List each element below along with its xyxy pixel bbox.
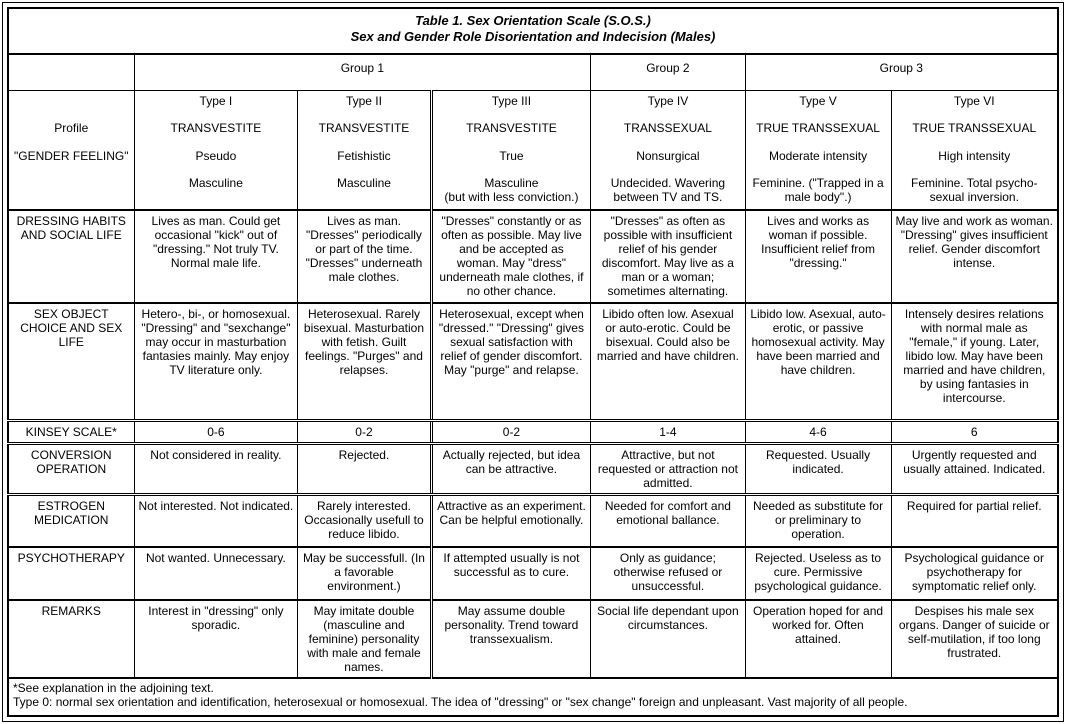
type-1-number: Type I <box>199 93 233 108</box>
dressing-type-5: Lives and works as woman if possible. Insufficient relief from "dressing." <box>745 210 891 303</box>
type-1-feeling-line-1: Masculine <box>188 175 243 190</box>
type-5-number: Type V <box>799 93 837 108</box>
conversion-operation-row <box>8 443 1058 494</box>
group-1-header: Group 1 <box>134 54 591 90</box>
psychotherapy-row <box>8 547 1058 600</box>
conversion-type-3: Actually rejected, but idea can be attractive. <box>431 443 591 494</box>
row-label-kinsey-scale: KINSEY SCALE* <box>8 420 134 443</box>
estrogen-type-1: Not interested. Not indicated. <box>134 494 298 547</box>
dressing-type-1: Lives as man. Could get occasional "kick" out of "dressing." Not truly TV. Normal male life. <box>134 210 298 303</box>
profile-cell-type-3 <box>431 90 591 210</box>
dressing-type-3: "Dresses" constantly or as often as possible. May live and be accepted as woman. May "dress" underneath male clothes, if no other chance. <box>431 210 591 303</box>
dressing-type-2: Lives as man. "Dresses" periodically or part of the time. "Dresses" underneath male clothes. <box>298 210 431 303</box>
footnote-asterisk: *See explanation in the adjoining text. <box>13 681 214 696</box>
type-2-feeling <box>302 176 425 206</box>
kinsey-type-4: 1-4 <box>591 420 745 443</box>
kinsey-type-1: 0-6 <box>134 420 298 443</box>
type-1-name: TRANSVESTITE <box>170 121 262 136</box>
profile-cell-type-4 <box>591 90 745 210</box>
sexobj-type-6: Intensely desires relations with normal male as "female," if young. Later, libido low. May have been married and have children, by using fantasies in intercourse. <box>891 303 1058 420</box>
psych-type-4: Only as guidance; otherwise refused or unsuccessful. <box>591 547 745 600</box>
sex-orientation-scale-table <box>7 7 1059 717</box>
row-label-conversion: CONVERSION OPERATION <box>8 443 134 494</box>
profile-cell-type-1 <box>134 90 298 210</box>
remarks-type-3: May assume double personality. Trend toward transsexualism. <box>431 600 591 678</box>
footnote-cell <box>8 678 1058 716</box>
psych-type-6: Psychological guidance or psychotherapy for symptomatic relief only. <box>891 547 1058 600</box>
kinsey-scale-row <box>8 420 1058 443</box>
spacer <box>13 94 130 108</box>
dressing-type-4: "Dresses" as often as possible with insufficient relief of his gender discomfort. May live as a man or a woman; sometimes alternating. <box>591 210 745 303</box>
estrogen-medication-row <box>8 494 1058 547</box>
table-title-line-2: Sex and Gender Role Disorientation and Indecision (Males) <box>350 29 716 44</box>
conversion-type-4: Attractive, but not requested or attraction not admitted. <box>591 443 745 494</box>
estrogen-type-6: Required for partial relief. <box>891 494 1058 547</box>
sexobj-type-2: Heterosexual. Rarely bisexual. Masturbation with fetish. Guilt feelings. "Purges" and relapses. <box>298 303 431 420</box>
type-4-feeling-line-1: Undecided. Wavering between TV and TS. <box>610 175 726 204</box>
row-label-psychotherapy: PSYCHOTHERAPY <box>8 547 134 600</box>
profile-wrap-type-3 <box>437 94 587 206</box>
corner-cell <box>8 54 134 90</box>
type-5-name: TRUE TRANSSEXUAL <box>756 121 880 136</box>
conversion-type-6: Urgently requested and usually attained. Indicated. <box>891 443 1058 494</box>
type-3-feeling-line-1: Masculine <box>484 175 539 190</box>
title-row <box>8 8 1058 54</box>
type-5-subtype: Moderate intensity <box>769 148 868 163</box>
type-2-subtype: Fetishistic <box>337 148 391 163</box>
kinsey-type-3: 0-2 <box>431 420 591 443</box>
type-6-feeling <box>896 176 1053 206</box>
footnote-row <box>8 678 1058 716</box>
dressing-habits-row <box>8 210 1058 303</box>
profile-wrap-type-4 <box>595 94 740 206</box>
row-label-dressing-habits: DRESSING HABITS AND SOCIAL LIFE <box>8 210 134 303</box>
profile-cell-type-5 <box>745 90 891 210</box>
profile-wrap-type-6 <box>896 94 1053 206</box>
type-1-feeling <box>139 176 294 206</box>
conversion-type-1: Not considered in reality. <box>134 443 298 494</box>
profile-cell-type-6 <box>891 90 1058 210</box>
profile-cell-type-2 <box>298 90 431 210</box>
type-3-feeling <box>437 176 587 206</box>
footnote-type-0: Type 0: normal sex orientation and identification, heterosexual or homosexual. The idea of "dressing" or "sex change" foreign and unpleasant. Vast majority of all people. <box>13 695 908 710</box>
conversion-type-2: Rejected. <box>298 443 431 494</box>
estrogen-type-3: Attractive as an experiment. Can be helpful emotionally. <box>431 494 591 547</box>
type-6-feeling-line-1: Feminine. Total psycho-sexual inversion. <box>911 175 1038 204</box>
profile-label-line-1: Profile <box>54 121 89 136</box>
type-4-feeling <box>595 176 740 206</box>
estrogen-type-4: Needed for comfort and emotional ballance. <box>591 494 745 547</box>
row-label-profile <box>8 90 134 210</box>
profile-wrap-type-1 <box>139 94 294 206</box>
psych-type-1: Not wanted. Unnecessary. <box>134 547 298 600</box>
kinsey-type-5: 4-6 <box>745 420 891 443</box>
group-header-row <box>8 54 1058 90</box>
type-4-subtype: Nonsurgical <box>636 148 700 163</box>
group-3-header: Group 3 <box>745 54 1058 90</box>
spacer <box>13 176 130 206</box>
type-1-subtype: Pseudo <box>195 148 237 163</box>
type-2-feeling-line-1: Masculine <box>336 175 391 190</box>
remarks-type-1: Interest in "dressing" only sporadic. <box>134 600 298 678</box>
estrogen-type-2: Rarely interested. Occasionally usefull to reduce libido. <box>298 494 431 547</box>
sex-object-row <box>8 303 1058 420</box>
row-label-sex-object: SEX OBJECT CHOICE AND SEX LIFE <box>8 303 134 420</box>
row-label-remarks: REMARKS <box>8 600 134 678</box>
sexobj-type-5: Libido low. Asexual, auto-erotic, or passive homosexual activity. May have been married and have children. <box>745 303 891 420</box>
type-3-subtype: True <box>499 148 524 163</box>
kinsey-type-6: 6 <box>891 420 1058 443</box>
table-title-line-1: Table 1. Sex Orientation Scale (S.O.S.) <box>415 13 651 28</box>
title-cell <box>8 8 1058 54</box>
psych-type-5: Rejected. Useless as to cure. Permissive psychological guidance. <box>745 547 891 600</box>
type-6-number: Type VI <box>953 93 995 108</box>
profile-wrap-type-2 <box>302 94 425 206</box>
profile-wrap-type-5 <box>750 94 887 206</box>
type-5-feeling-line-1: Feminine. ("Trapped in a male body".) <box>752 175 884 204</box>
remarks-type-5: Operation hoped for and worked for. Often attained. <box>745 600 891 678</box>
outer-frame <box>2 2 1064 722</box>
row-label-estrogen: ESTROGEN MEDICATION <box>8 494 134 547</box>
type-6-subtype: High intensity <box>938 148 1011 163</box>
type-3-feeling-line-2: (but with less conviction.) <box>444 189 579 204</box>
psych-type-3: If attempted usually is not successful as to cure. <box>431 547 591 600</box>
type-3-number: Type III <box>491 93 532 108</box>
type-5-feeling <box>750 176 887 206</box>
sexobj-type-1: Hetero-, bi-, or homosexual. "Dressing" and "sexchange" may occur in masturbation fantasies mainly. May enjoy TV literature only. <box>134 303 298 420</box>
sexobj-type-4: Libido often low. Asexual or auto-erotic. Could be bisexual. Could also be married and have children. <box>591 303 745 420</box>
kinsey-type-2: 0-2 <box>298 420 431 443</box>
type-3-name: TRANSVESTITE <box>466 121 557 136</box>
profile-label-line-2: "GENDER FEELING" <box>13 148 129 163</box>
estrogen-type-5: Needed as substitute for or preliminary to operation. <box>745 494 891 547</box>
type-4-number: Type IV <box>647 93 689 108</box>
psych-type-2: May be successfull. (In a favorable environment.) <box>298 547 431 600</box>
remarks-type-2: May imitate double (masculine and feminine) personality with male and female names. <box>298 600 431 678</box>
profile-label-wrap <box>13 94 130 206</box>
remarks-row <box>8 600 1058 678</box>
type-2-number: Type II <box>345 93 382 108</box>
dressing-type-6: May live and work as woman. "Dressing" gives insufficient relief. Gender discomfort intense. <box>891 210 1058 303</box>
profile-row <box>8 90 1058 210</box>
remarks-type-6: Despises his male sex organs. Danger of suicide or self-mutilation, if too long frustrated. <box>891 600 1058 678</box>
group-2-header: Group 2 <box>591 54 745 90</box>
type-6-name: TRUE TRANSSEXUAL <box>912 121 1037 136</box>
type-2-name: TRANSVESTITE <box>318 121 410 136</box>
type-4-name: TRANSSEXUAL <box>623 121 712 136</box>
sexobj-type-3: Heterosexual, except when "dressed." "Dressing" gives sexual satisfaction with relief of gender discomfort. May "purge" and relapse. <box>431 303 591 420</box>
conversion-type-5: Requested. Usually indicated. <box>745 443 891 494</box>
remarks-type-4: Social life dependant upon circumstances. <box>591 600 745 678</box>
